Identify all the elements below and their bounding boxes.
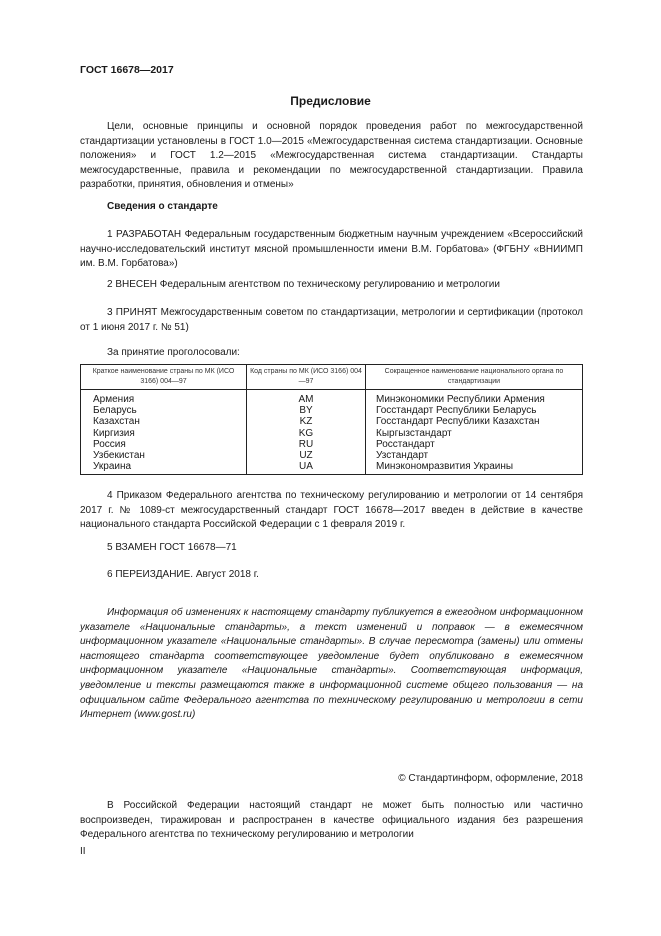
item-1 <box>80 228 583 272</box>
item-5-text: 5 ВЗАМЕН ГОСТ 16678—71 <box>107 542 237 553</box>
code-cell: KZ <box>247 416 366 427</box>
country-cell: Казахстан <box>81 416 247 427</box>
country-cell: Украина <box>81 461 247 475</box>
country-cell: Киргизия <box>81 428 247 439</box>
body-cell: Госстандарт Республики Беларусь <box>366 405 583 416</box>
page-number: II <box>80 846 86 857</box>
intro-paragraph <box>80 120 583 193</box>
table-row <box>81 439 583 450</box>
body-cell: Минэкономразвития Украины <box>366 461 583 475</box>
table-row <box>81 450 583 461</box>
page-title: Предисловие <box>290 94 371 108</box>
code-cell: UZ <box>247 450 366 461</box>
item-6 <box>80 568 583 583</box>
body-cell: Узстандарт <box>366 450 583 461</box>
code-cell: BY <box>247 405 366 416</box>
item-4 <box>80 489 583 533</box>
table-row <box>81 461 583 475</box>
body-cell: Минэкономики Республики Армения <box>366 390 583 406</box>
notice-text: Информация об изменениях к настоящему стандарту публикуется в ежегодном информационном указателе «Национальные стандарты», а текст изменений и поправок — в ежемесячном информационном указателе «Национальные стандарты». В случае пересмотра (замены) или отмены настоящего стандарта соответствующее уведомление будет опубликовано в ежемесячном информационном указателе «Национальные стандарты». Соответствующая информация, уведомление и тексты размещаются также в информационной системе общего пользования — на официальном сайте Федерального агентства по техническому регулированию и метрологии в сети Интернет (www.gost.ru) <box>80 607 583 721</box>
item-2 <box>80 278 583 293</box>
body-cell: Росстандарт <box>366 439 583 450</box>
country-cell: Узбекистан <box>81 450 247 461</box>
table-row <box>81 428 583 439</box>
standard-code-header: ГОСТ 16678—2017 <box>80 64 174 76</box>
info-heading: Сведения о стандарте <box>107 201 218 212</box>
code-cell: KG <box>247 428 366 439</box>
table-row <box>81 405 583 416</box>
vote-table <box>80 364 583 475</box>
vote-table-header <box>81 365 583 390</box>
header-code: Код страны по МК (ИСО 3166) 004—97 <box>247 365 366 390</box>
info-heading-block <box>80 200 583 215</box>
header-country: Краткое наименование страны по МК (ИСО 3166) 004—97 <box>81 365 247 390</box>
country-cell: Россия <box>81 439 247 450</box>
item-1-text: 1 РАЗРАБОТАН Федеральным государственным бюджетным научным учреждением «Всероссийский научно-исследовательский институт мясной промышленности имени В.М. Горбатова» (ФГБНУ «ВНИИМП им. В.М. Горбатова») <box>80 229 583 270</box>
legal-paragraph <box>80 799 583 843</box>
item-3 <box>80 306 583 335</box>
body-cell: Кыргызстандарт <box>366 428 583 439</box>
country-cell: Армения <box>81 390 247 406</box>
legal-text: В Российской Федерации настоящий стандарт не может быть полностью или частично воспроизведен, тиражирован и распространен в качестве официального издания без разрешения Федерального агентства по техническому регулированию и метрологии <box>80 800 583 841</box>
item-5 <box>80 541 583 556</box>
item-6-text: 6 ПЕРЕИЗДАНИЕ. Август 2018 г. <box>107 569 259 580</box>
table-row <box>81 416 583 427</box>
code-cell: RU <box>247 439 366 450</box>
vote-label: За принятие проголосовали: <box>107 347 240 358</box>
code-cell: UA <box>247 461 366 475</box>
item-2-text: 2 ВНЕСЕН Федеральным агентством по техническому регулированию и метрологии <box>107 279 500 290</box>
header-body: Сокращенное наименование национального органа по стандартизации <box>366 365 583 390</box>
country-cell: Беларусь <box>81 405 247 416</box>
table-row <box>81 390 583 406</box>
item-4-text: 4 Приказом Федерального агентства по техническому регулированию и метрологии от 14 сентября 2017 г. № 1089-ст межгосударственный стандарт ГОСТ 16678—2017 введен в действие в качестве национального стандарта Российской Федерации с 1 февраля 2019 г. <box>80 490 583 531</box>
notice-paragraph <box>80 606 583 723</box>
code-cell: AM <box>247 390 366 406</box>
body-cell: Госстандарт Республики Казахстан <box>366 416 583 427</box>
intro-text: Цели, основные принципы и основной порядок проведения работ по межгосударственной стандартизации установлены в ГОСТ 1.0—2015 «Межгосударственная система стандартизации. Основные положения» и ГОСТ 1.2—2015 «Межгосударственная система стандартизации. Стандарты межгосударственные, правила и рекомендации по межгосударственной стандартизации. Правила разработки, принятия, обновления и отмены» <box>80 121 583 191</box>
copyright-line: © Стандартинформ, оформление, 2018 <box>398 773 583 784</box>
item-3-text: 3 ПРИНЯТ Межгосударственным советом по стандартизации, метрологии и сертификации (протокол от 1 июня 2017 г. № 51) <box>80 307 583 333</box>
